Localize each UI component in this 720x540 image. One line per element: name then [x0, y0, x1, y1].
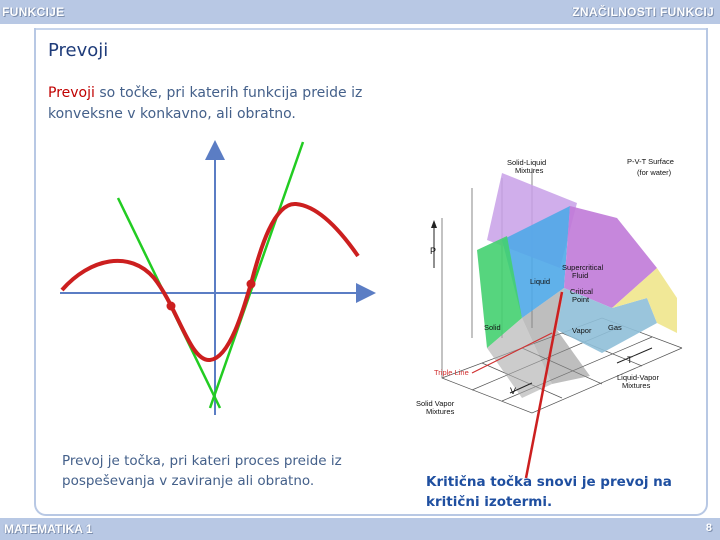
inflection-graph: [50, 140, 380, 430]
intro-term: Prevoji: [48, 85, 95, 101]
intro-text: [48, 83, 398, 125]
tangent-line-right: [210, 142, 303, 408]
page-number: 8: [705, 522, 712, 534]
function-curve: [62, 204, 358, 360]
header-left-title: FUNKCIJE: [2, 5, 65, 19]
label-liquid-vapor: Liquid-Vapor Mixtures: [617, 373, 659, 390]
label-solid-vapor: Solid Vapor Mixtures: [416, 399, 455, 416]
footer-course: MATEMATIKA 1: [4, 522, 93, 536]
label-liquid: Liquid: [530, 277, 551, 286]
label-gas: Gas: [608, 323, 622, 332]
label-solid-liquid: Solid-Liquid Mixtures: [507, 158, 547, 175]
pvt-title: P-V-T Surface (for water): [627, 157, 674, 177]
label-supercritical: Supercritical Fluid: [562, 263, 604, 280]
footer-bar: [0, 518, 720, 540]
axis-label-v: V: [510, 386, 517, 396]
label-critical-point: Critical Point: [570, 287, 593, 304]
intro-rest: so točke, pri katerih funkcija preide iz konveksne v konkavno, ali obratno.: [48, 85, 363, 122]
caption-inflection: Prevoj je točka, pri kateri proces preide iz pospeševanja v zaviranje ali obratno.: [62, 453, 342, 489]
caption-critical-point: Kritična točka snovi je prevoj na kritični izotermi.: [426, 474, 672, 510]
inflection-point-right: [247, 280, 256, 289]
inflection-point-left: [167, 302, 176, 311]
label-vapor: Vapor: [572, 326, 592, 335]
label-solid: Solid: [484, 323, 501, 332]
header-right-title: ZNAČILNOSTI FUNKCIJ: [572, 5, 714, 19]
axis-label-p: P: [430, 246, 437, 256]
label-triple-line: Triple Line: [434, 368, 469, 377]
critical-point-pointer: [500, 290, 580, 490]
slide-title: Prevoji: [48, 40, 109, 61]
axis-label-t: T: [627, 355, 633, 365]
